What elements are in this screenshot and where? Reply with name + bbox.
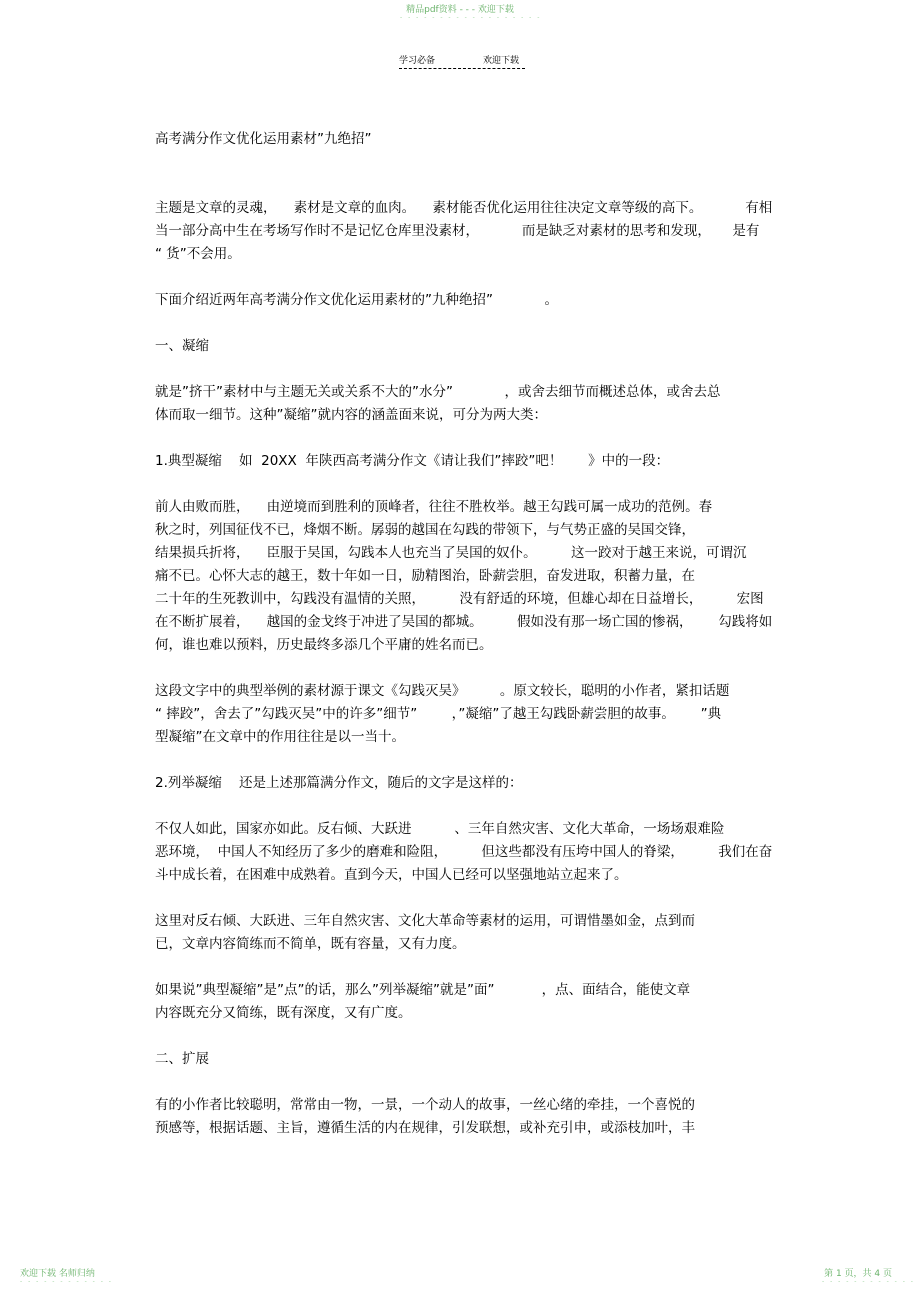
paragraph-line: 痛不已。心怀大志的越王，数十年如一日，励精图治，卧薪尝胆，奋发进取，积蓄力量，在 (155, 568, 695, 584)
paragraph-line: 在不断扩展着， 越国的金戈终于冲进了吴国的都城。 假如没有那一场亡国的惨祸， 勾践将如 (155, 614, 773, 630)
paragraph-line: 二十年的生死教训中，勾践没有温情的关照， 没有舒适的环境，但雄心却在日益增长， 宏图 (155, 591, 764, 607)
footer-watermark: 欢迎下载 名师归纳 (20, 1269, 95, 1279)
paragraph-gap (155, 358, 771, 381)
paragraph-line: 2.列举凝缩 还是上述那篇满分作文，随后的文字是这样的： (155, 775, 523, 791)
paragraph (155, 979, 771, 1025)
paragraph-gap (155, 887, 771, 910)
header-right: 欢迎下载 (483, 56, 520, 66)
paragraph-line: 秋之时，列国征伐不已，烽烟不断。孱弱的越国在勾践的带领下，与气势正盛的吴国交锋， (155, 522, 695, 538)
paragraph (155, 197, 771, 266)
paragraph-gap (155, 657, 771, 680)
paragraph-line: 前人由败而胜， 由逆境而到胜利的顶峰者，往往不胜枚举。越王勾践可属一成功的范例。春 (155, 499, 713, 515)
paragraph-line: 斗中成长着，在困难中成熟着。直到今天，中国人已经可以坚强地站立起来了。 (155, 867, 628, 883)
paragraph-line: 二、扩展 (155, 1051, 209, 1067)
paragraph (155, 335, 771, 358)
paragraph-line: 不仅人如此，国家亦如此。反右倾、大跃进 、三年自然灾害、文化大革命，一场场艰难险 (155, 821, 725, 837)
paragraph (155, 1094, 771, 1140)
paragraph (155, 450, 771, 473)
paragraph-gap (155, 312, 771, 335)
paragraph-line: 1.典型凝缩 如 20XX 年陕西高考满分作文《请让我们”摔跤”吧！ 》中的一段： (155, 453, 670, 469)
paragraph-line: 当一部分高中生在考场写作时不是记忆仓库里没素材， 而是缺乏对素材的思考和发现， 是有 (155, 223, 760, 239)
paragraph-line: 有的小作者比较聪明，常常由一物，一景，一个动人的故事，一丝心绪的牵挂，一个喜悦的 (155, 1097, 695, 1113)
page-number: 第 1 页，共 4 页 (824, 1269, 892, 1279)
paragraph-line: 下面介绍近两年高考满分作文优化运用素材的”九种绝招” 。 (155, 292, 558, 308)
document-body (155, 128, 771, 1140)
paragraph-line: 已，文章内容简练而不简单，既有容量，又有力度。 (155, 936, 466, 952)
paragraph (155, 680, 771, 749)
header-left: 学习必备 (399, 56, 436, 66)
paragraph-gap (155, 473, 771, 496)
paragraph-line: 这段文字中的典型举例的素材源于课文《勾践灭吴》 。原文较长，聪明的小作者，紧扣话题 (155, 683, 730, 699)
footer-dots-right: - - - - - - - - - - - - (822, 1278, 915, 1285)
paragraph-line: 一、凝缩 (155, 338, 209, 354)
paragraph-gap (155, 427, 771, 450)
paragraph-line: 主题是文章的灵魂， 素材是文章的血肉。 素材能否优化运用往往决定文章等级的高下。 有相 (155, 200, 773, 216)
document-title: 高考满分作文优化运用素材”九绝招” (155, 131, 372, 147)
paragraph-line: 如果说”典型凝缩”是”点”的话，那么”列举凝缩”就是”面” ，点、面结合，能使文章 (155, 982, 691, 998)
paragraph-line: 何，谁也难以预料，历史最终多添几个平庸的姓名而已。 (155, 637, 493, 653)
paragraph-line: “ 摔跤”，舍去了”勾践灭吴”中的许多”细节” ，”凝缩”了越王勾践卧薪尝胆的故事。 ”典 (155, 706, 722, 722)
paragraph-gap (155, 795, 771, 818)
header-rule (399, 68, 525, 69)
paragraph (155, 910, 771, 956)
paragraph-line: 就是”挤干”素材中与主题无关或关系不大的”水分” ，或舍去细节而概述总体，或舍去总 (155, 384, 721, 400)
paragraph-gap (155, 266, 771, 289)
paragraph-line: 预感等，根据话题、主旨，遵循生活的内在规律，引发联想，或补充引申，或添枝加叶，丰 (155, 1120, 695, 1136)
footer-dots-left: - - - - - - - - - - - - (20, 1278, 113, 1285)
page-header (399, 55, 525, 67)
paragraph-line: 这里对反右倾、大跃进、三年自然灾害、文化大革命等素材的运用，可谓惜墨如金，点到而 (155, 913, 695, 929)
paragraphs (155, 197, 771, 1140)
paragraph (155, 289, 771, 312)
paragraph-gap (155, 1025, 771, 1048)
paragraph-line: 内容既充分又简练，既有深度，又有广度。 (155, 1005, 412, 1021)
paragraph (155, 818, 771, 887)
paragraph-gap (155, 956, 771, 979)
paragraph (155, 772, 771, 795)
paragraph (155, 496, 771, 657)
paragraph (155, 381, 771, 427)
watermark-top: 精品pdf资料 - - - 欢迎下载 (406, 5, 514, 15)
paragraph-line: 型凝缩”在文章中的作用往往是以一当十。 (155, 729, 405, 745)
paragraph-gap (155, 1071, 771, 1094)
paragraph-gap (155, 749, 771, 772)
watermark-dots: - - - - - - - - - - - - - - - - - - (400, 14, 542, 21)
paragraph-line: “ 货”不会用。 (155, 246, 241, 262)
paragraph-line: 体而取一细节。这种”凝缩”就内容的涵盖面来说，可分为两大类： (155, 407, 547, 423)
paragraph-line: 恶环境， 中国人不知经历了多少的磨难和险阻， 但这些都没有压垮中国人的脊梁， 我们在奋 (155, 844, 773, 860)
paragraph (155, 1048, 771, 1071)
paragraph-line: 结果损兵折将， 臣服于吴国，勾践本人也充当了吴国的奴仆。 这一跤对于越王来说，可谓沉 (155, 545, 747, 561)
